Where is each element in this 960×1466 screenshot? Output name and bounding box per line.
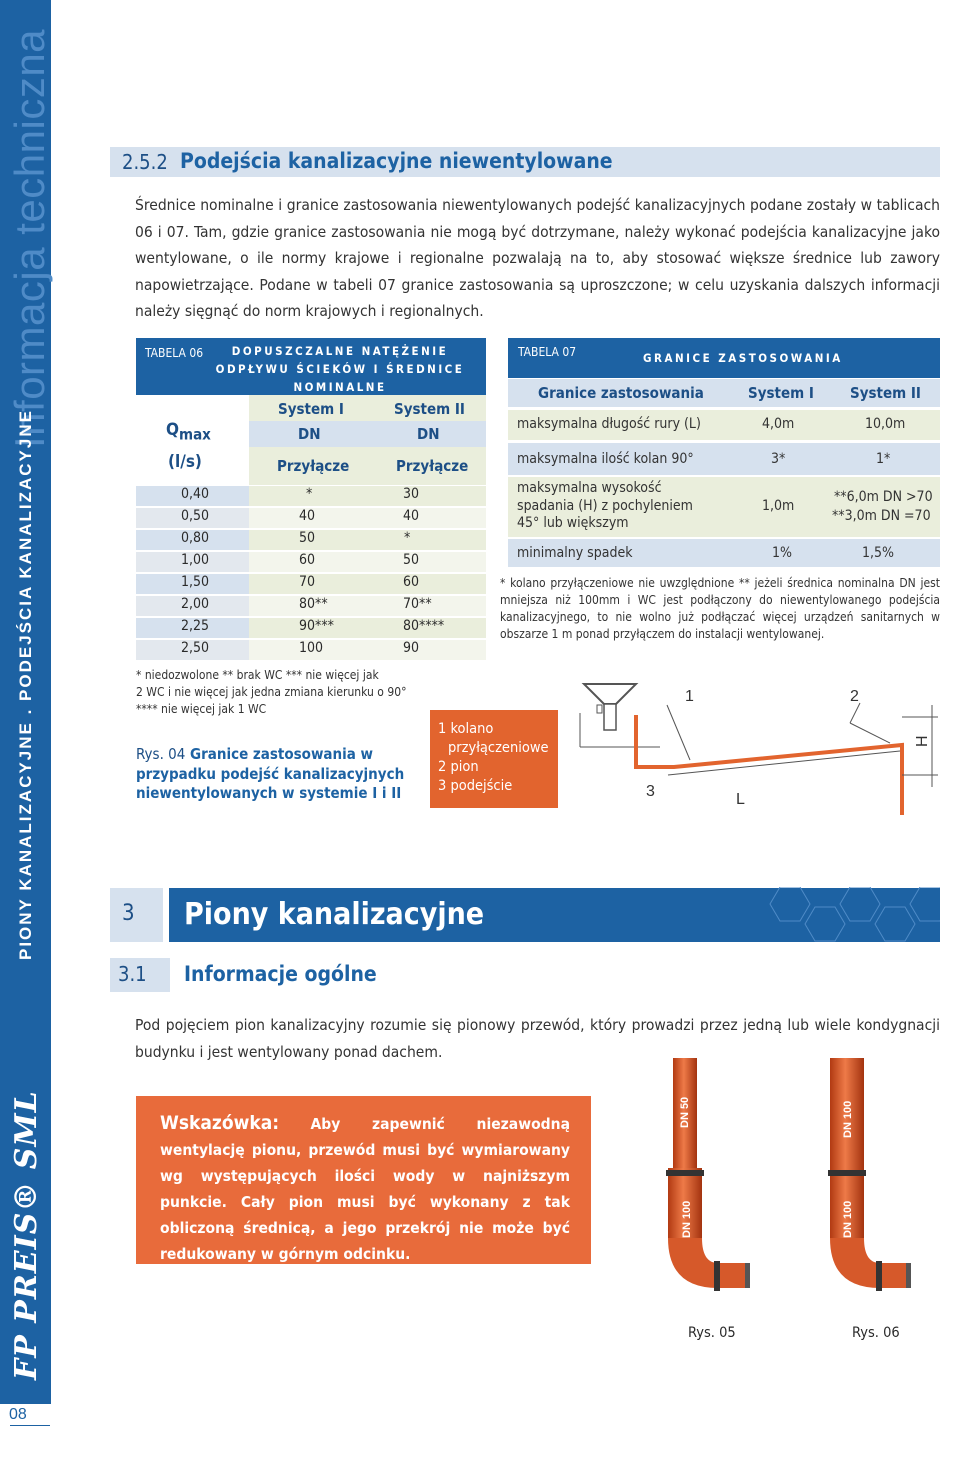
t07-head-col1: Granice zastosowania (538, 384, 704, 402)
hexagon-pattern (760, 887, 940, 942)
intro-paragraph: Średnice nominalne i granice zastosowania niewentylowanych podejść kanalizacyjnych podane zostały w tablicach 06 i 07. Tam, gdzie granice zastosowania nie mogą być dotrzymane, należy wykonać podejścia kanalizacyjne jako wentylowane, o ile normy krajowe i regionalne pozwalają na to, aby stosować większe średnice lub zawory napowietrzające. Podane w tabeli 07 granice zastosowania są uproszczone; w celu uzyskania dalszych informacji należy sięgnąć do norm krajowych i regionalnych. (135, 196, 940, 320)
t06-dn2: DN (417, 425, 440, 443)
t06-system1: System I (278, 400, 344, 418)
t07-head-col3: System II (850, 384, 921, 402)
table-06-notes: * niedozwolone ** brak WC *** nie więcej jak 2 WC i nie więcej jak jedna zmiana kierunku o 90° **** nie więcej jak 1 WC (136, 668, 407, 716)
section-31-number: 3.1 (118, 962, 147, 986)
figure-04-diagram (570, 675, 940, 815)
section-3-title: Piony kanalizacyjne (184, 897, 485, 932)
t07-head-col2: System I (748, 384, 814, 402)
fig05-dn-top: DN 50 (679, 1096, 691, 1128)
table-row: 2,25 (181, 618, 210, 634)
page-number: 08 (9, 1406, 27, 1423)
section-3-number-box (110, 888, 163, 942)
figure-04-caption: Rys. 04 Granice zastosowania w przypadku podejść kanalizacyjnych niewentylowanych w systemie I i II (136, 745, 405, 802)
diagram-label-L: L (736, 791, 745, 808)
sidebar (0, 0, 51, 1466)
t06-system2: System II (394, 400, 465, 418)
table-row: 2,00 (181, 596, 210, 612)
section-31-title: Informacje ogólne (184, 962, 377, 986)
fig06-caption: Rys. 06 (852, 1325, 900, 1341)
sidebar-subtitle: PIONY KANALIZACYJNE . PODEJŚCIA KANALIZACYJNE (16, 409, 35, 960)
table-row: 1,50 (181, 574, 210, 590)
table-06-title-line3: NOMINALNE (293, 380, 387, 394)
page-number-rule (10, 1425, 50, 1426)
table-row: 0,50 (181, 508, 210, 524)
section-31-paragraph: Pod pojęciem pion kanalizacyjny rozumie się pionowy przewód, który prowadzi przez jedną lub wiele kondygnacji budynku i jest wentylowany ponad dachem. (135, 1016, 940, 1061)
diagram-label-2: 2 (850, 688, 859, 705)
section-number: 2.5.2 (122, 150, 168, 174)
table-07-label: TABELA 07 (518, 345, 577, 359)
t06-dn1: DN (298, 425, 321, 443)
pipe-figures (640, 1058, 940, 1323)
diagram-label-3: 3 (646, 783, 655, 800)
sidebar-title: Informacja techniczna (6, 28, 53, 448)
dn-header-row (249, 421, 486, 447)
qmax-label: $Q_{max}$ (166, 420, 211, 444)
fig05-caption: Rys. 05 (688, 1325, 736, 1341)
table-06-title-line1: DOPUSZCZALNE NATĘŻENIE (231, 344, 449, 358)
qmax-unit: (l/s) (168, 452, 202, 472)
table-row: 0,80 (181, 530, 210, 546)
table-row: 1,00 (181, 552, 210, 568)
figure-04-legend: 1 kolano przyłączeniowe 2 pion 3 podejście (430, 710, 558, 808)
table-06-label: TABELA 06 (145, 346, 204, 360)
table-row: 2,50 (181, 640, 210, 656)
brand-logo: FP PREIS® SML (9, 1090, 44, 1380)
tip-text: Wskazówka: Aby zapewnić niezawodną wentylację pionu, przewód musi być wymiarowany wg występujących ilości wody w najniższym punkcie. Cały pion musi być wykonany z tak obliczoną średnicą, a jego przekrój nie może być redukowany w górnym odcinku. (160, 1112, 570, 1263)
section-3-number: 3 (122, 901, 135, 926)
table-row: 0,40 (181, 486, 210, 502)
table-07-title: GRANICE ZASTOSOWANIA (643, 351, 843, 365)
table-07-notes: * kolano przyłączeniowe nie uwzględnione ** jeżeli średnica nominalna DN jest mniejsza niż 100mm i WC jest podłączony do niewentylowanego podejścia kanalizacyjnego, to nie wolno już podłączać więcej urządzeń sanitarnych w obszarze 1 m ponad przyłączem do instalacji wentylowanej. (500, 576, 940, 641)
fig06-dn-top: DN 100 (842, 1100, 854, 1138)
fig06-dn-bottom: DN 100 (842, 1200, 854, 1238)
diagram-label-1: 1 (685, 688, 694, 705)
table-06-title-line2: ODPŁYWU ŚCIEKÓW I ŚREDNICE (215, 362, 465, 376)
table-06-title (200, 342, 480, 396)
t06-przylacze1: Przyłącze (277, 457, 350, 475)
fig05-dn-bottom: DN 100 (681, 1200, 693, 1238)
diagram-label-H: H (914, 735, 931, 747)
t06-przylacze2: Przyłącze (396, 457, 469, 475)
section-title: Podejścia kanalizacyjne niewentylowane (180, 149, 613, 173)
